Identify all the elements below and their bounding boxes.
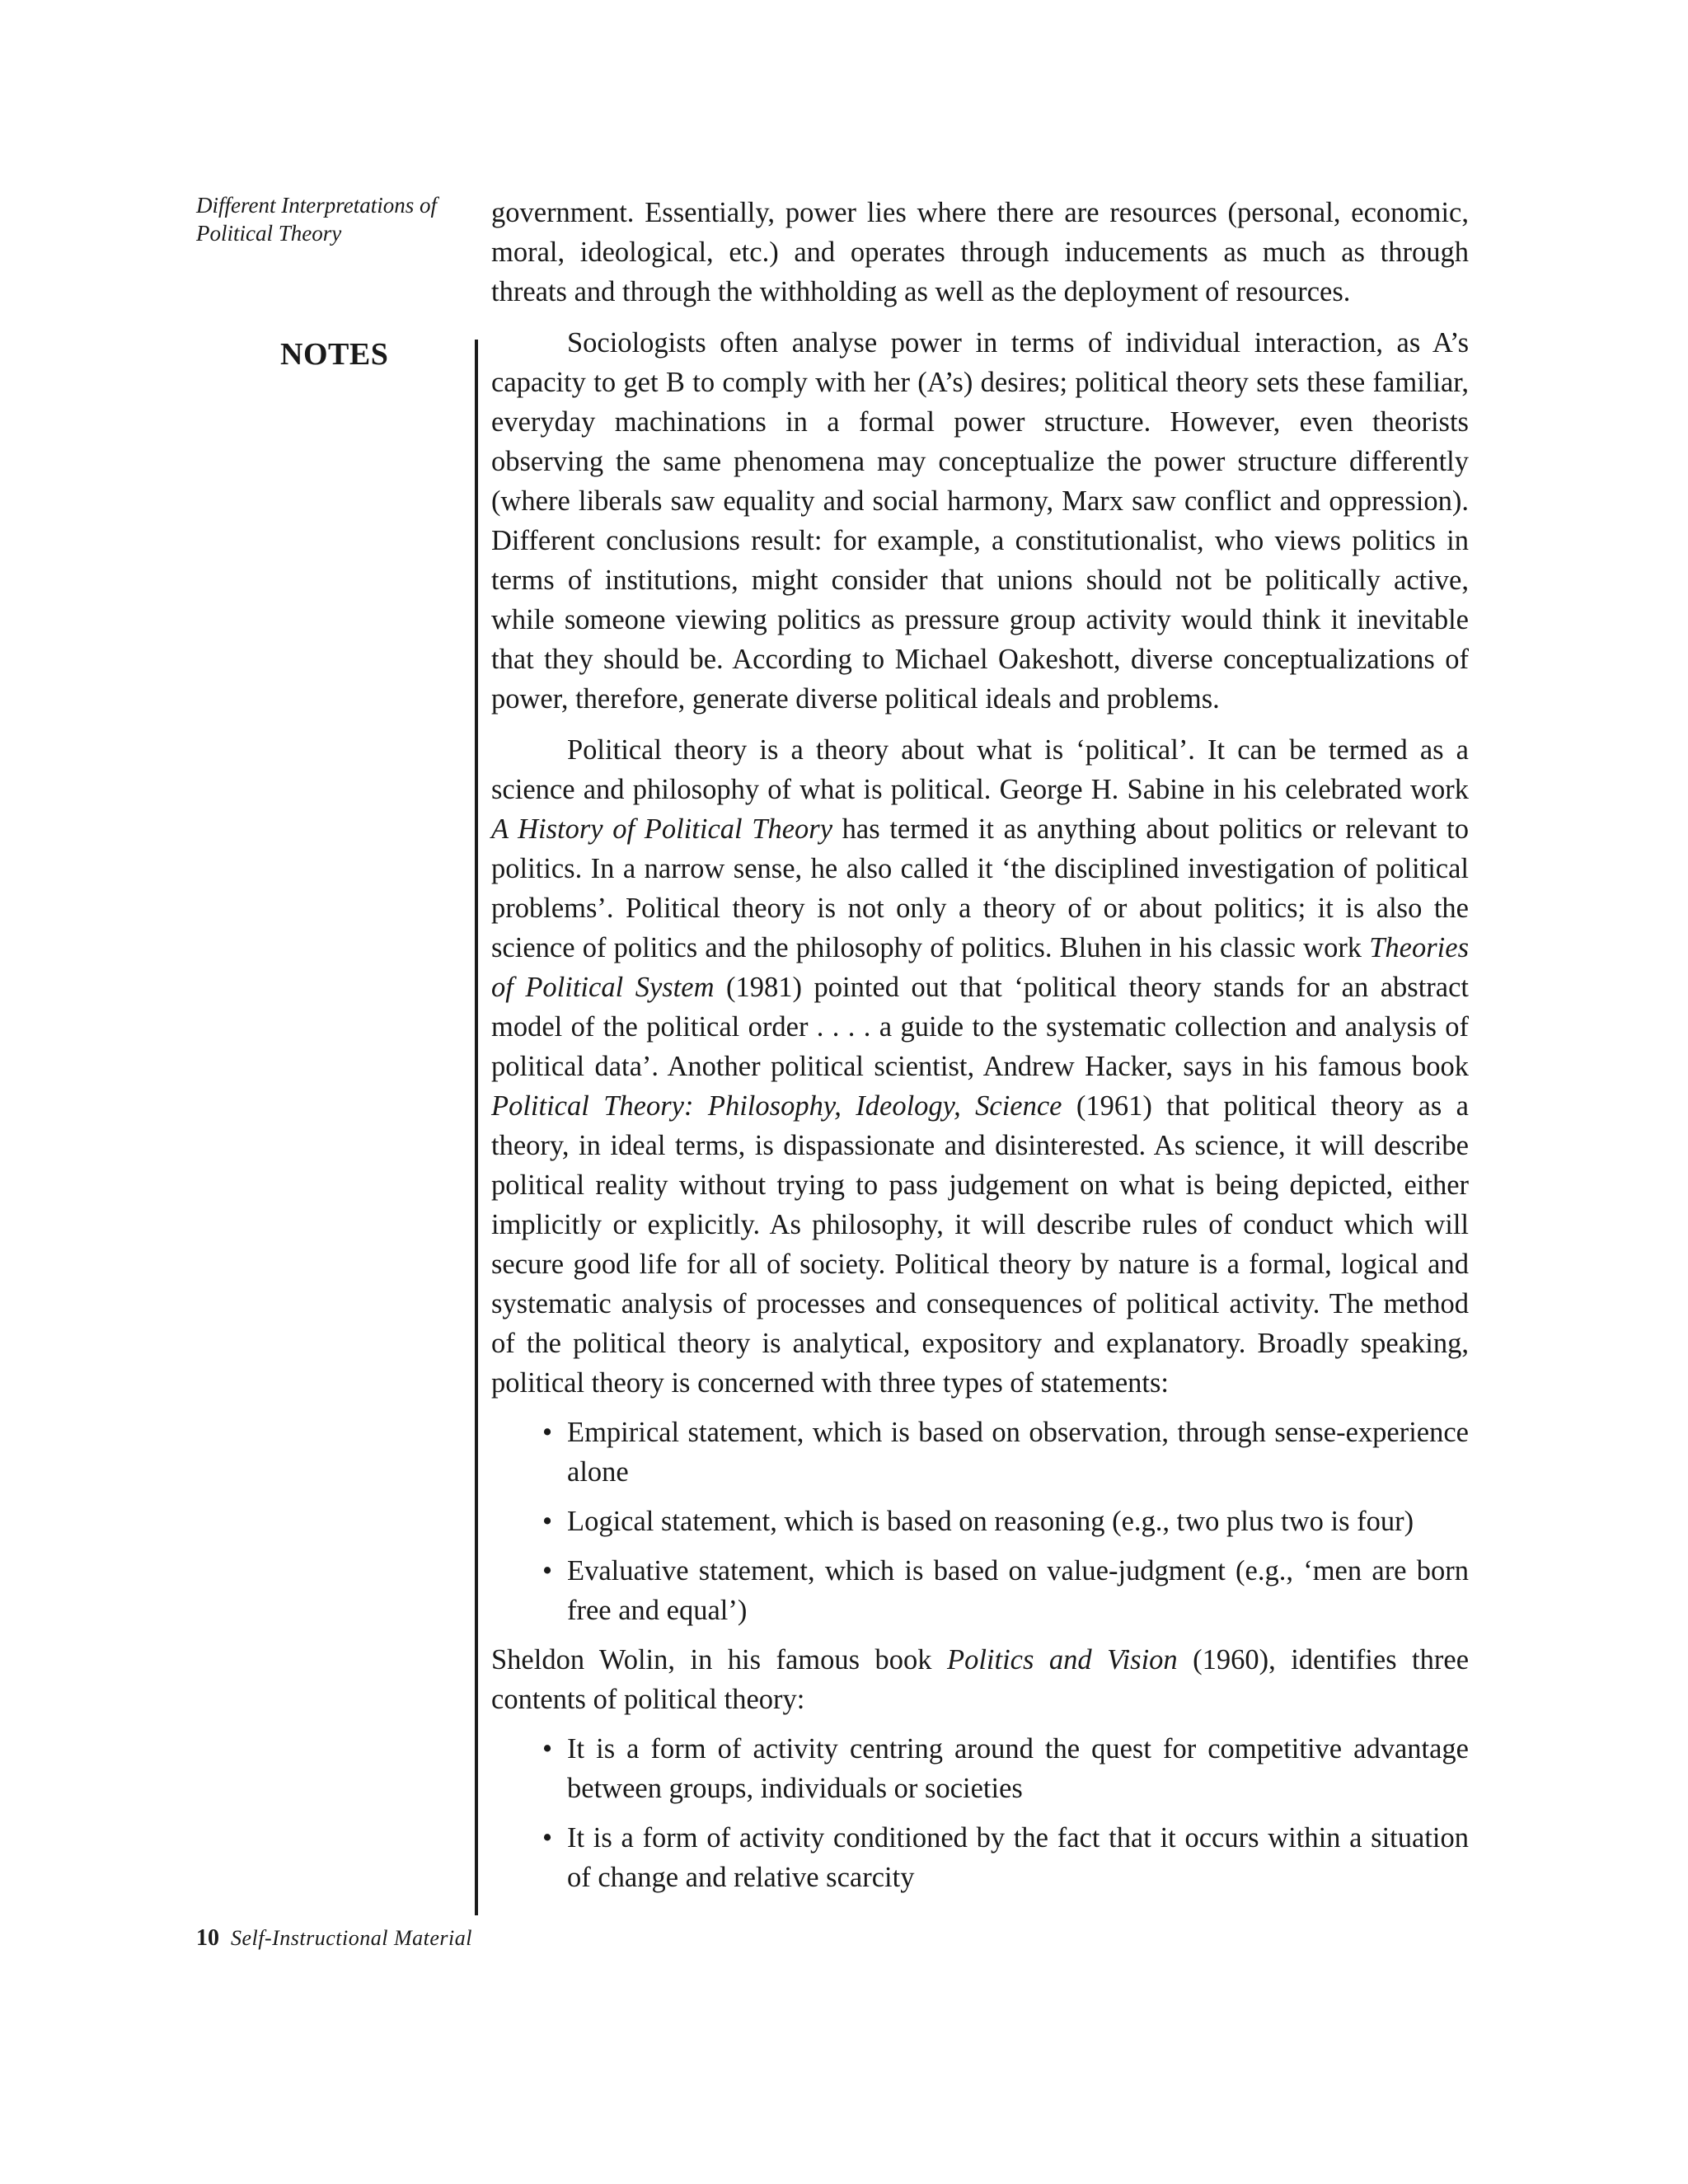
book-title-politics-and-vision: Politics and Vision [947, 1644, 1178, 1675]
book-title-history-of-political-theory: A History of Political Theory [491, 813, 833, 845]
page-footer [196, 1925, 472, 1952]
paragraph-3-text-2: has termed it as anything about politics or relevant to politics. In a narrow sense, he also called it ‘the disciplined investigation of political problems’. Political theory is not only a theory of or about politics; it is also the science of politics and the philosophy of politics. Bluhen in his classic work [491, 813, 1469, 963]
paragraph-3-text-1: Political theory is a theory about what is ‘political’. It can be termed as a science and philosophy of what is political. George H. Sabine in his celebrated work [491, 734, 1469, 805]
wolin-contents-list [491, 1729, 1469, 1897]
list-item-text: Evaluative statement, which is based on value-judgment (e.g., ‘men are born free and equal’) [567, 1555, 1469, 1626]
statement-types-list [491, 1413, 1469, 1630]
list-item-text: Logical statement, which is based on reasoning (e.g., two plus two is four) [567, 1506, 1414, 1537]
paragraph-3 [491, 730, 1469, 1403]
book-title-theories-of-political-system: Theories of Political System [491, 932, 1469, 1003]
margin-divider [475, 340, 478, 1915]
notes-label: NOTES [280, 337, 389, 372]
list-item-text: Empirical statement, which is based on observation, through sense-experience alone [567, 1417, 1469, 1488]
paragraph-2: Sociologists often analyse power in terms of individual interaction, as A’s capacity to get B to comply with her (A’s) desires; political theory sets these familiar, everyday machinations in a formal power structure. However, even theorists observing the same phenomena may conceptualize the power structure differently (where liberals saw equality and social harmony, Marx saw conflict and oppression). Different conclusions result: for example, a constitutionalist, who views politics in terms of institutions, might consider that unions should not be politically active, while someone viewing politics as pressure group activity would think it inevitable that they should be. According to Michael Oakeshott, diverse conceptualizations of power, therefore, generate diverse political ideals and problems. [491, 327, 1469, 715]
paragraph-4-text-1: Sheldon Wolin, in his famous book [491, 1644, 947, 1675]
list-item [542, 1502, 1469, 1541]
list-item [542, 1729, 1469, 1808]
running-head [196, 191, 468, 247]
bullet-icon: • [542, 1733, 553, 1765]
body-text [491, 193, 1469, 1907]
list-item-text: It is a form of activity centring around the quest for competitive advantage between groups, individuals or societies [567, 1733, 1469, 1804]
running-head-line-1: Different Interpretations of [196, 193, 437, 218]
page-number: 10 [196, 1925, 219, 1951]
paragraph-3-text-4: (1961) that political theory as a theory, in ideal terms, is dispassionate and disinterested. As science, it will describe political reality without trying to pass judgement on what is being depicted, either implicitly or explicitly. As philosophy, it will describe rules of conduct which will secure good life for all of society. Political theory by nature is a formal, logical and systematic analysis of processes and consequences of political activity. The method of the political theory is analytical, expository and explanatory. Broadly speaking, political theory is concerned with three types of statements: [491, 1090, 1469, 1399]
paragraph-4-text-2: (1960), identifies three contents of political theory: [491, 1644, 1470, 1715]
list-item-text: It is a form of activity conditioned by the fact that it occurs within a situation of change and relative scarcity [567, 1822, 1469, 1893]
bullet-icon: • [542, 1822, 553, 1854]
footer-label: Self-Instructional Material [231, 1926, 472, 1950]
paragraph-4 [491, 1640, 1469, 1719]
list-item [542, 1551, 1469, 1630]
list-item [542, 1818, 1469, 1897]
running-head-line-2: Political Theory [196, 221, 342, 246]
paragraph-3-text-3: (1981) pointed out that ‘political theory stands for an abstract model of the political order . . . . a guide to the systematic collection and analysis of political data’. Another political scientist, Andrew Hacker, says in his famous book [491, 972, 1469, 1082]
bullet-icon: • [542, 1555, 553, 1586]
bullet-icon: • [542, 1417, 553, 1448]
book-title-political-theory-philosophy: Political Theory: Philosophy, Ideology, Science [491, 1090, 1062, 1122]
list-item [542, 1413, 1469, 1492]
bullet-icon: • [542, 1506, 553, 1537]
paragraph-1: government. Essentially, power lies where there are resources (personal, economic, moral, ideological, etc.) and operates through inducements as much as through threats and through the withholding as well as the deployment of resources. [491, 197, 1469, 307]
